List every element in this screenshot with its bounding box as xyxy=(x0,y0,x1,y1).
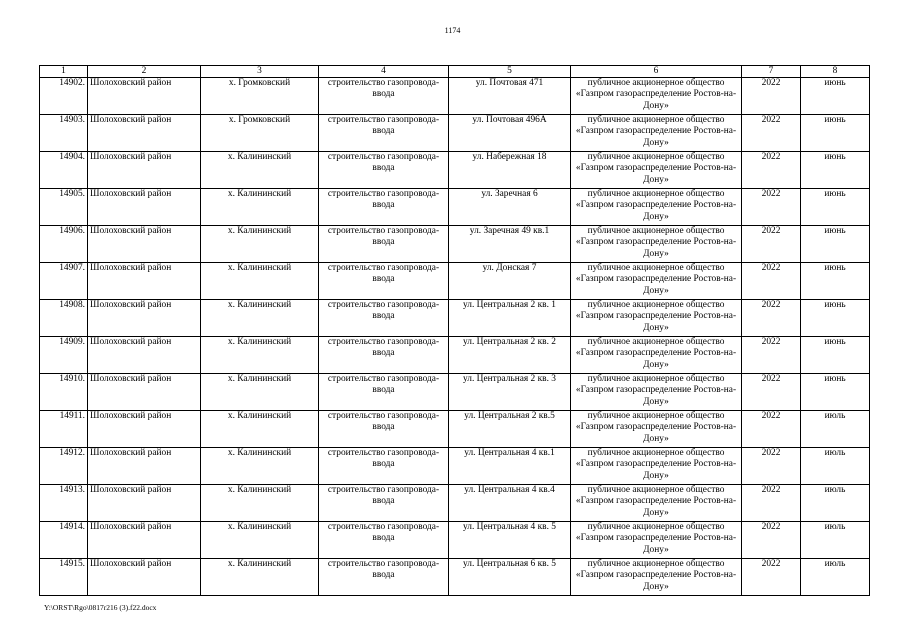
work-type-cell: строительство газопровода-ввода xyxy=(319,189,449,226)
month-cell: июнь xyxy=(801,115,870,152)
address-cell: ул. Центральная 4 кв.4 xyxy=(449,485,571,522)
year-cell: 2022 xyxy=(742,226,801,263)
row-number-cell: 14914. xyxy=(40,522,88,559)
district-cell: Шолоховский район xyxy=(88,226,201,263)
page-number: 1174 xyxy=(444,26,461,35)
work-type-cell: строительство газопровода-ввода xyxy=(319,485,449,522)
address-cell: ул. Центральная 2 кв.5 xyxy=(449,411,571,448)
year-cell: 2022 xyxy=(742,263,801,300)
work-type-cell: строительство газопровода-ввода xyxy=(319,448,449,485)
organization-cell: публичное акционерное общество «Газпром газораспределение Ростов-на-Дону» xyxy=(571,448,742,485)
settlement-cell: х. Калининский xyxy=(201,559,319,596)
column-header: 2 xyxy=(88,66,201,78)
organization-cell: публичное акционерное общество «Газпром газораспределение Ростов-на-Дону» xyxy=(571,189,742,226)
row-number-cell: 14906. xyxy=(40,226,88,263)
row-number-cell: 14904. xyxy=(40,152,88,189)
month-cell: июнь xyxy=(801,189,870,226)
organization-cell: публичное акционерное общество «Газпром газораспределение Ростов-на-Дону» xyxy=(571,374,742,411)
district-cell: Шолоховский район xyxy=(88,300,201,337)
table-row xyxy=(40,189,870,226)
settlement-cell: х. Калининский xyxy=(201,337,319,374)
district-cell: Шолоховский район xyxy=(88,189,201,226)
district-cell: Шолоховский район xyxy=(88,78,201,115)
row-number-cell: 14909. xyxy=(40,337,88,374)
table-row xyxy=(40,522,870,559)
organization-cell: публичное акционерное общество «Газпром газораспределение Ростов-на-Дону» xyxy=(571,78,742,115)
district-cell: Шолоховский район xyxy=(88,522,201,559)
table-row xyxy=(40,337,870,374)
year-cell: 2022 xyxy=(742,78,801,115)
organization-cell: публичное акционерное общество «Газпром газораспределение Ростов-на-Дону» xyxy=(571,559,742,596)
settlement-cell: х. Калининский xyxy=(201,263,319,300)
settlement-cell: х. Калининский xyxy=(201,448,319,485)
table-row xyxy=(40,300,870,337)
year-cell: 2022 xyxy=(742,374,801,411)
month-cell: июль xyxy=(801,485,870,522)
work-type-cell: строительство газопровода-ввода xyxy=(319,263,449,300)
row-number-cell: 14913. xyxy=(40,485,88,522)
month-cell: июль xyxy=(801,448,870,485)
month-cell: июнь xyxy=(801,152,870,189)
organization-cell: публичное акционерное общество «Газпром газораспределение Ростов-на-Дону» xyxy=(571,337,742,374)
row-number-cell: 14908. xyxy=(40,300,88,337)
year-cell: 2022 xyxy=(742,115,801,152)
column-header: 5 xyxy=(449,66,571,78)
address-cell: ул. Заречная 6 xyxy=(449,189,571,226)
month-cell: июнь xyxy=(801,78,870,115)
address-cell: ул. Заречная 49 кв.1 xyxy=(449,226,571,263)
year-cell: 2022 xyxy=(742,411,801,448)
document-file-path: Y:\ORST\Rgo\0817r216 (3).f22.docx xyxy=(44,603,157,612)
column-header: 1 xyxy=(40,66,88,78)
work-type-cell: строительство газопровода-ввода xyxy=(319,337,449,374)
work-type-cell: строительство газопровода-ввода xyxy=(319,300,449,337)
table-row xyxy=(40,448,870,485)
district-cell: Шолоховский район xyxy=(88,374,201,411)
month-cell: июль xyxy=(801,559,870,596)
month-cell: июнь xyxy=(801,300,870,337)
settlement-cell: х. Калининский xyxy=(201,189,319,226)
row-number-cell: 14903. xyxy=(40,115,88,152)
year-cell: 2022 xyxy=(742,337,801,374)
work-type-cell: строительство газопровода-ввода xyxy=(319,115,449,152)
column-header: 7 xyxy=(742,66,801,78)
year-cell: 2022 xyxy=(742,189,801,226)
table-row xyxy=(40,559,870,596)
work-type-cell: строительство газопровода-ввода xyxy=(319,559,449,596)
organization-cell: публичное акционерное общество «Газпром газораспределение Ростов-на-Дону» xyxy=(571,411,742,448)
address-cell: ул. Центральная 6 кв. 5 xyxy=(449,559,571,596)
table-row xyxy=(40,78,870,115)
district-cell: Шолоховский район xyxy=(88,115,201,152)
organization-cell: публичное акционерное общество «Газпром газораспределение Ростов-на-Дону» xyxy=(571,263,742,300)
month-cell: июль xyxy=(801,522,870,559)
column-header: 4 xyxy=(319,66,449,78)
settlement-cell: х. Громковский xyxy=(201,78,319,115)
table-row xyxy=(40,485,870,522)
address-cell: ул. Центральная 2 кв. 3 xyxy=(449,374,571,411)
year-cell: 2022 xyxy=(742,522,801,559)
address-cell: ул. Почтовая 471 xyxy=(449,78,571,115)
district-cell: Шолоховский район xyxy=(88,263,201,300)
year-cell: 2022 xyxy=(742,559,801,596)
column-header: 8 xyxy=(801,66,870,78)
settlement-cell: х. Калининский xyxy=(201,300,319,337)
row-number-cell: 14911. xyxy=(40,411,88,448)
year-cell: 2022 xyxy=(742,448,801,485)
month-cell: июнь xyxy=(801,263,870,300)
month-cell: июнь xyxy=(801,226,870,263)
address-cell: ул. Набережная 18 xyxy=(449,152,571,189)
address-cell: ул. Донская 7 xyxy=(449,263,571,300)
address-cell: ул. Почтовая 496А xyxy=(449,115,571,152)
row-number-cell: 14910. xyxy=(40,374,88,411)
district-cell: Шолоховский район xyxy=(88,485,201,522)
row-number-cell: 14905. xyxy=(40,189,88,226)
district-cell: Шолоховский район xyxy=(88,337,201,374)
district-cell: Шолоховский район xyxy=(88,411,201,448)
column-header-row xyxy=(40,66,870,78)
settlement-cell: х. Громковский xyxy=(201,115,319,152)
month-cell: июнь xyxy=(801,337,870,374)
district-cell: Шолоховский район xyxy=(88,152,201,189)
work-type-cell: строительство газопровода-ввода xyxy=(319,152,449,189)
settlement-cell: х. Калининский xyxy=(201,485,319,522)
work-type-cell: строительство газопровода-ввода xyxy=(319,411,449,448)
district-cell: Шолоховский район xyxy=(88,448,201,485)
row-number-cell: 14902. xyxy=(40,78,88,115)
district-cell: Шолоховский район xyxy=(88,559,201,596)
table-row xyxy=(40,411,870,448)
table-row xyxy=(40,226,870,263)
month-cell: июнь xyxy=(801,374,870,411)
settlement-cell: х. Калининский xyxy=(201,226,319,263)
work-type-cell: строительство газопровода-ввода xyxy=(319,522,449,559)
month-cell: июль xyxy=(801,411,870,448)
settlement-cell: х. Калининский xyxy=(201,374,319,411)
row-number-cell: 14912. xyxy=(40,448,88,485)
row-number-cell: 14915. xyxy=(40,559,88,596)
table-row xyxy=(40,115,870,152)
organization-cell: публичное акционерное общество «Газпром газораспределение Ростов-на-Дону» xyxy=(571,485,742,522)
table-row xyxy=(40,263,870,300)
organization-cell: публичное акционерное общество «Газпром газораспределение Ростов-на-Дону» xyxy=(571,115,742,152)
organization-cell: публичное акционерное общество «Газпром газораспределение Ростов-на-Дону» xyxy=(571,226,742,263)
year-cell: 2022 xyxy=(742,300,801,337)
address-cell: ул. Центральная 4 кв.1 xyxy=(449,448,571,485)
year-cell: 2022 xyxy=(742,152,801,189)
address-cell: ул. Центральная 2 кв. 1 xyxy=(449,300,571,337)
settlement-cell: х. Калининский xyxy=(201,152,319,189)
column-header: 6 xyxy=(571,66,742,78)
work-type-cell: строительство газопровода-ввода xyxy=(319,226,449,263)
organization-cell: публичное акционерное общество «Газпром газораспределение Ростов-на-Дону» xyxy=(571,152,742,189)
data-table xyxy=(39,65,870,596)
organization-cell: публичное акционерное общество «Газпром газораспределение Ростов-на-Дону» xyxy=(571,522,742,559)
address-cell: ул. Центральная 2 кв. 2 xyxy=(449,337,571,374)
column-header: 3 xyxy=(201,66,319,78)
work-type-cell: строительство газопровода-ввода xyxy=(319,78,449,115)
settlement-cell: х. Калининский xyxy=(201,522,319,559)
table-row xyxy=(40,152,870,189)
address-cell: ул. Центральная 4 кв. 5 xyxy=(449,522,571,559)
table-row xyxy=(40,374,870,411)
organization-cell: публичное акционерное общество «Газпром газораспределение Ростов-на-Дону» xyxy=(571,300,742,337)
year-cell: 2022 xyxy=(742,485,801,522)
settlement-cell: х. Калининский xyxy=(201,411,319,448)
row-number-cell: 14907. xyxy=(40,263,88,300)
work-type-cell: строительство газопровода-ввода xyxy=(319,374,449,411)
